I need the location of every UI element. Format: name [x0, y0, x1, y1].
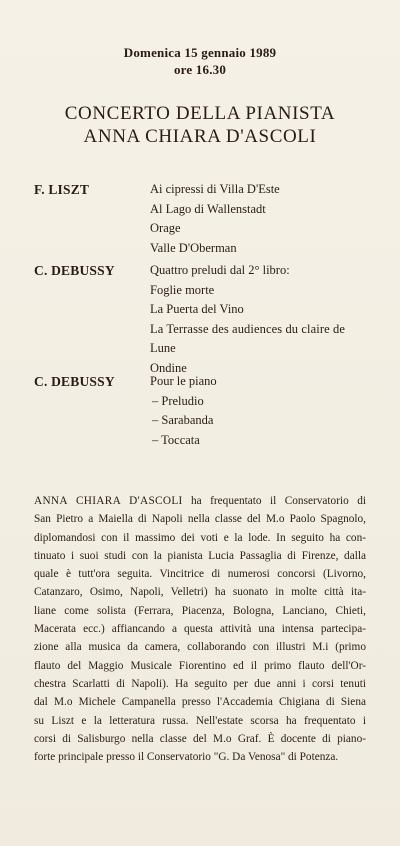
work-item: Foglie morte — [150, 282, 215, 297]
concert-title — [0, 102, 400, 148]
bio-line: dal M.o Michele Campanella presso l'Accademia Chigiana di Siena — [34, 696, 366, 709]
bio-line: Catanzaro, Osimo, Napoli, Velletri) ha suonato in molte città ita- — [34, 586, 366, 599]
works-debussy-2 — [150, 372, 368, 450]
concert-title-line-1: CONCERTO DELLA PIANISTA — [64, 103, 336, 124]
event-time: ore 16.30 — [173, 62, 227, 77]
bio-line: su Liszt e la letteratura russa. Nell'estate scorsa ha frequentato i — [34, 714, 366, 727]
event-date: Domenica 15 gennaio 1989 — [123, 45, 277, 60]
work-item: La Terrasse des audiences du claire de — [150, 321, 345, 336]
work-item: – Preludio — [152, 393, 204, 408]
bio-line: Macerata ecc.) affiancando a questa attività una intensa partecipa- — [34, 623, 366, 636]
bio-line: zione alla musica da camera, collaborando con illustri M.i (primo — [34, 641, 366, 654]
work-item: Orage — [150, 221, 181, 235]
composer-debussy-1: C. DEBUSSY — [34, 263, 115, 278]
bio-line: San Pietro a Maiella di Napoli nella classe del M.o Paolo Spagnolo, — [34, 513, 366, 526]
work-item: Lune — [150, 341, 176, 355]
work-item: Quattro preludi dal 2° libro: — [150, 263, 290, 277]
work-item: – Sarabanda — [152, 413, 214, 427]
work-item: La Puerta del Vino — [150, 302, 244, 316]
bio-line-text: ha frequentato il Conservatorio di — [182, 495, 366, 507]
bio-line: diplomandosi con il massimo dei voti e la lode. In seguito ha con- — [34, 531, 366, 544]
work-item: Al Lago di Wallenstadt — [150, 201, 266, 216]
bio-line: corsi di Salisburgo nella classe del M.o Graf. È docente di piano- — [34, 732, 366, 745]
bio-line: tinuato i suoi studi con la pianista Lucia Passaglia di Firenze, dalla — [34, 549, 366, 562]
composer-debussy-2: C. DEBUSSY — [34, 374, 115, 389]
concert-title-line-2: ANNA CHIARA D'ASCOLI — [83, 126, 317, 147]
bio-line: forte principale presso il Conservatorio "G. Da Venosa" di Potenza. — [34, 751, 339, 764]
bio-line: chestra Scarlatti di Napoli). Ha seguito per due anni i corsi tenuti — [34, 677, 366, 690]
bio-line — [34, 492, 366, 510]
biography — [34, 492, 366, 766]
works-liszt — [150, 180, 368, 258]
work-item: Pour le piano — [150, 374, 217, 388]
bio-line: liane come solista (Ferrara, Piacenza, Bologna, Lanciano, Chieti, — [34, 604, 366, 617]
event-header — [0, 44, 400, 78]
work-item: Ai cipressi di Villa D'Este — [150, 182, 280, 196]
bio-line: flauto del Maggio Musicale Fiorentino ed il primo flauto dell'Or- — [34, 659, 366, 672]
bio-name: ANNA CHIARA D'ASCOLI — [34, 495, 183, 507]
work-item: – Toccata — [152, 432, 200, 447]
works-debussy-1 — [150, 261, 368, 378]
composer-liszt: F. LISZT — [34, 182, 90, 197]
bio-line: quale è tutt'ora seguita. Vincitrice di numerosi concorsi (Livorno, — [34, 568, 366, 581]
work-item: Valle D'Oberman — [150, 240, 237, 255]
work-item: Ondine — [150, 360, 187, 375]
